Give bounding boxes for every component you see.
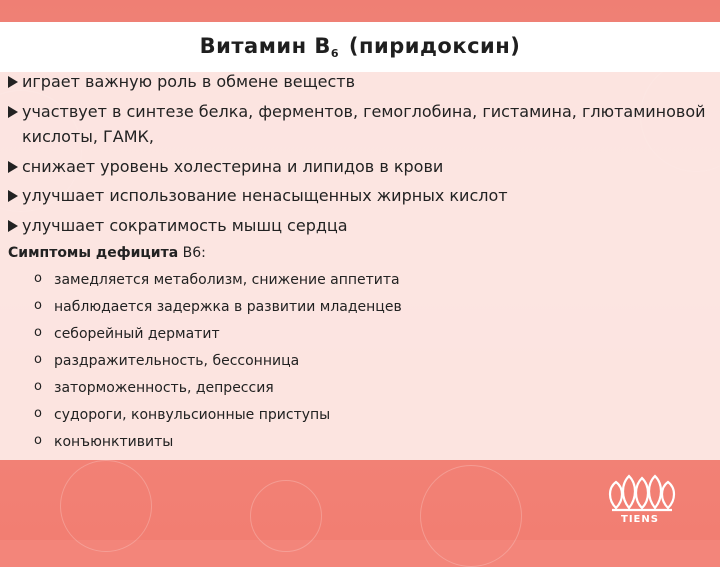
bullet-item	[8, 213, 708, 239]
bullet-item	[8, 99, 708, 150]
symptom-text: раздражительность, бессонница	[54, 353, 300, 369]
symptoms-heading	[8, 245, 206, 261]
bullet-list	[8, 69, 708, 242]
symptom-list	[34, 271, 694, 460]
symptom-item	[34, 325, 694, 343]
symptom-item	[34, 433, 694, 451]
title-subscript: 6	[330, 47, 340, 60]
symptom-item	[34, 298, 694, 316]
content-panel	[0, 63, 720, 460]
decorative-circle	[250, 480, 322, 552]
title-rest: (пиридоксин)	[348, 34, 521, 58]
circle-bullet-icon: o	[34, 379, 42, 394]
symptom-item	[34, 352, 694, 370]
circle-bullet-icon: o	[34, 433, 42, 448]
arrow-bullet-icon	[8, 106, 18, 118]
symptom-text: себорейный дерматит	[54, 326, 220, 342]
bullet-item	[8, 69, 708, 95]
symptom-text: замедляется метаболизм, снижение аппетита	[54, 272, 400, 288]
bullet-item	[8, 154, 708, 180]
title-main: Витамин В	[199, 34, 331, 58]
decorative-circle	[420, 465, 522, 567]
symptom-item	[34, 379, 694, 397]
bullet-text: играет важную роль в обмене веществ	[22, 72, 356, 91]
symptom-text: конъюнктивиты	[54, 434, 174, 450]
bullet-text: участвует в синтезе белка, ферментов, гемоглобина, гистамина, глютаминовой кислоты, ГАМК,	[22, 101, 706, 146]
tiens-logo-icon	[600, 470, 680, 514]
circle-bullet-icon: o	[34, 271, 42, 286]
symptom-item	[34, 271, 694, 289]
bullet-text: снижает уровень холестерина и липидов в крови	[22, 156, 444, 176]
circle-bullet-icon: o	[34, 352, 42, 367]
arrow-bullet-icon	[8, 161, 18, 173]
logo-text: TIENS	[621, 514, 659, 525]
symptoms-heading-rest: В6:	[178, 245, 206, 261]
bullet-item	[8, 183, 708, 209]
arrow-bullet-icon	[8, 76, 18, 88]
arrow-bullet-icon	[8, 190, 18, 202]
decorative-circle	[60, 460, 152, 552]
circle-bullet-icon: o	[34, 298, 42, 313]
circle-bullet-icon: o	[34, 325, 42, 340]
symptom-text: судороги, конвульсионные приступы	[54, 407, 331, 423]
symptom-text: заторможенность, депрессия	[54, 380, 274, 396]
symptoms-heading-bold: Симптомы дефицита	[8, 245, 179, 261]
symptom-text: наблюдается задержка в развитии младенцев	[54, 299, 402, 315]
bullet-text: улучшает сократимость мышц сердца	[22, 215, 348, 235]
title-bar	[0, 22, 720, 72]
tiens-logo	[600, 470, 680, 530]
bullet-text: улучшает использование ненасыщенных жирных кислот	[22, 186, 508, 205]
symptom-item	[34, 406, 694, 424]
arrow-bullet-icon	[8, 220, 18, 232]
circle-bullet-icon: o	[34, 406, 42, 421]
slide-title	[200, 34, 521, 60]
